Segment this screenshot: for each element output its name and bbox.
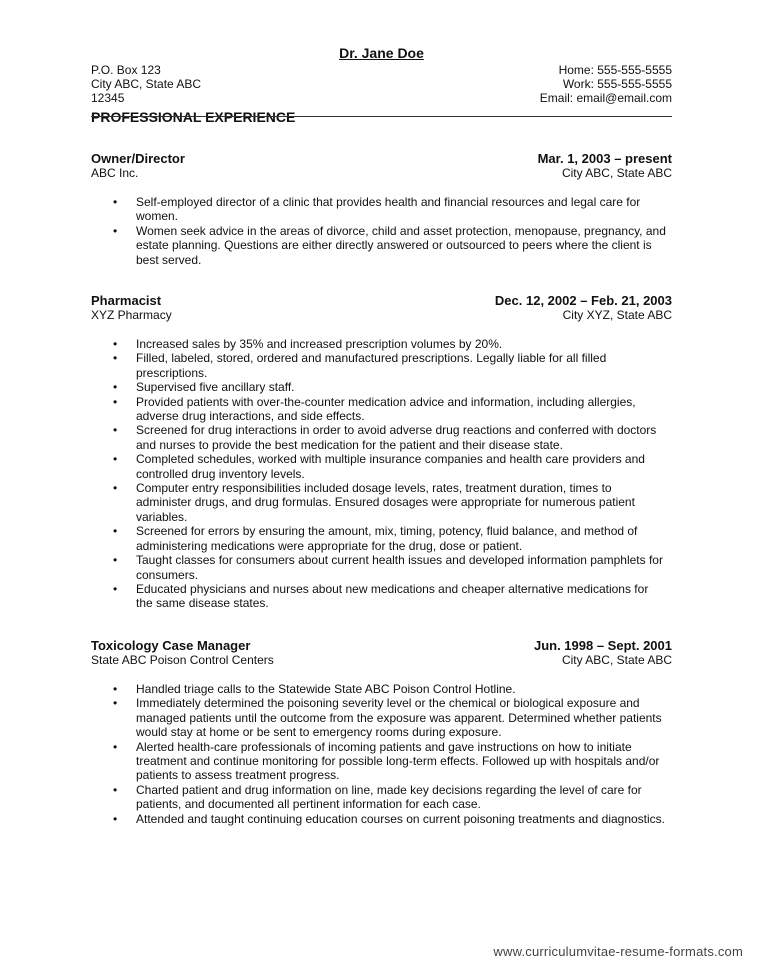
work-phone: Work: 555-555-5555 [562,77,672,91]
job-title: Toxicology Case Manager [91,638,251,653]
list-item: • Screened for errors by ensuring the amount, mix, timing, potency, fluid balance, and method of administering medications were appropriate for the drug, dose or patient. [91,524,672,553]
job-header [91,151,672,166]
list-item: • Computer entry responsibilities included dosage levels, rates, treatment duration, times to administer drugs, and drug formulas. Ensured dosages were appropriate for numerous patient variables. [91,481,672,524]
phone-block [540,63,672,105]
job-title: Pharmacist [91,293,162,308]
list-item: • Handled triage calls to the Statewide State ABC Poison Control Hotline. [91,682,672,696]
job-bullets [91,337,672,611]
job-dates: Dec. 12, 2002 – Feb. 21, 2003 [494,293,672,308]
job-entry [91,293,672,611]
list-item: • Educated physicians and nurses about new medications and cheaper alternative medications for the same disease states. [91,582,672,611]
list-item: • Attended and taught continuing education courses on current poisoning treatments and diagnostics. [91,812,672,826]
list-item: • Filled, labeled, stored, ordered and manufactured prescriptions. Legally liable for all filled prescriptions. [91,351,672,380]
list-item: • Immediately determined the poisoning severity level or the chemical or biological exposure and managed patients until the outcome from the exposure was apparent. Determined whether patients would stay at home or be sent to emergency rooms during exposure. [91,696,672,739]
address-block [91,63,201,105]
job-location: City XYZ, State ABC [562,308,672,322]
section-title: PROFESSIONAL EXPERIENCE [91,109,296,125]
list-item: • Increased sales by 35% and increased prescription volumes by 20%. [91,337,672,351]
job-bullets [91,195,672,267]
job-bullets [91,682,672,826]
contact-block [91,63,672,105]
job-subheader [91,308,672,322]
list-item: • Completed schedules, worked with multiple insurance companies and health care providers and controlled drug inventory levels. [91,452,672,481]
job-dates: Mar. 1, 2003 – present [537,151,672,166]
job-entry [91,151,672,267]
job-company: State ABC Poison Control Centers [91,653,274,667]
job-company: XYZ Pharmacy [91,308,172,322]
candidate-name: Dr. Jane Doe [339,45,424,61]
list-item: • Taught classes for consumers about current health issues and developed information pamphlets for consumers. [91,553,672,582]
job-subheader [91,166,672,180]
section-rule [91,116,672,117]
job-title: Owner/Director [91,151,185,166]
list-item: • Women seek advice in the areas of divorce, child and asset protection, menopause, pregnancy, and estate planning. Questions are either directly answered or outsourced to peers where the client is best served. [91,224,672,267]
list-item: • Provided patients with over-the-counter medication advice and information, including allergies, adverse drug interactions, and side effects. [91,395,672,424]
job-location: City ABC, State ABC [561,653,672,667]
email: Email: email@email.com [539,91,672,105]
home-phone: Home: 555-555-5555 [558,63,672,77]
job-header [91,638,672,653]
job-entry [91,638,672,826]
job-header [91,293,672,308]
list-item: • Screened for drug interactions in order to avoid adverse drug reactions and conferred with doctors and nurses to provide the best medication for the patient and their disease state. [91,423,672,452]
job-dates: Jun. 1998 – Sept. 2001 [533,638,672,653]
list-item: • Charted patient and drug information on line, made key decisions regarding the level of care for patients, and documented all pertinent information for each case. [91,783,672,812]
address-line: P.O. Box 123 [91,63,161,77]
list-item: • Supervised five ancillary staff. [91,380,672,394]
job-subheader [91,653,672,667]
watermark-url: www.curriculumvitae-resume-formats.com [493,944,743,959]
list-item: • Self-employed director of a clinic that provides health and financial resources and legal care for women. [91,195,672,224]
address-line: City ABC, State ABC [91,77,202,91]
address-line: 12345 [91,91,125,105]
job-location: City ABC, State ABC [561,166,672,180]
resume-page [91,44,672,127]
job-company: ABC Inc. [91,166,139,180]
list-item: • Alerted health-care professionals of incoming patients and gave instructions on how to initiate treatment and continue monitoring for possible long-term effects. Followed up with hospitals and/or patients to assess treatment progress. [91,740,672,783]
